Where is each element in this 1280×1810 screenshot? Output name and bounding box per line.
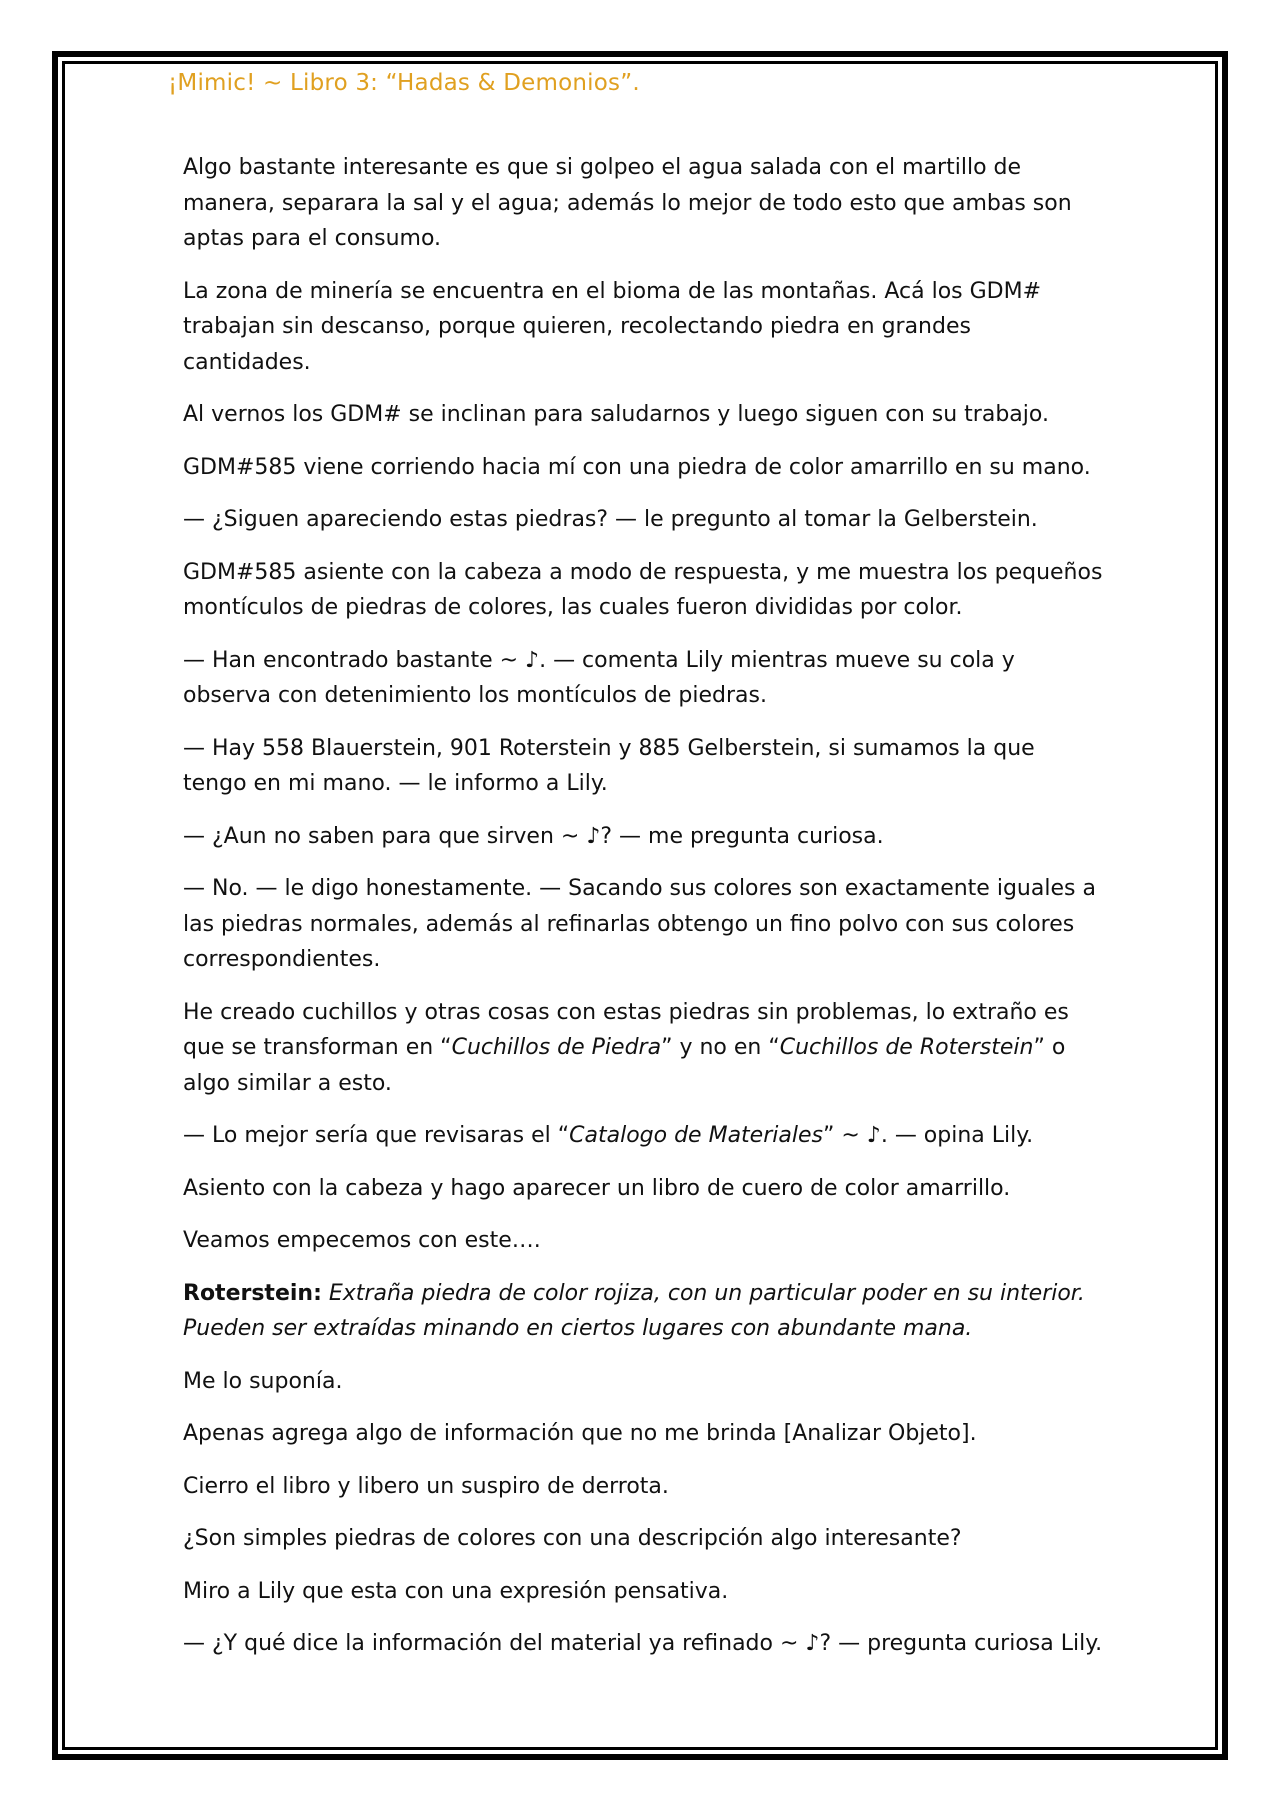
text-run: ” y no en “ (661, 1035, 780, 1060)
paragraph: GDM#585 asiente con la cabeza a modo de respuesta, y me muestra los pequeños montículos de piedras de colores, las cuales fueron divididas por color. (183, 559, 1103, 620)
text-run: He creado cuchillos y otras cosas con estas piedras sin problemas, lo extraño es que se transforman en “ (183, 999, 1069, 1060)
paragraph: Cierro el libro y libero un suspiro de derrota. (183, 1473, 669, 1499)
paragraph: Al vernos los GDM# se inclinan para saludarnos y luego siguen con su trabajo. (183, 402, 1049, 427)
dialogue-line-catalog (183, 1118, 1103, 1154)
definition-term: Roterstein: (183, 1280, 322, 1306)
dialogue-line: — ¿Aun no saben para que sirven ~ ♪? — me pregunta curiosa. (183, 823, 884, 849)
text-run: ” o algo similar a esto. (183, 1035, 1066, 1096)
text-run: — Lo mejor sería que revisaras el “ (183, 1123, 570, 1148)
dialogue-line: — ¿Siguen apareciendo estas piedras? — le pregunto al tomar la Gelberstein. (183, 507, 1038, 532)
paragraph: GDM#585 viene corriendo hacia mí con una piedra de color amarrillo en su mano. (183, 454, 1091, 480)
definition-text: Extraña piedra de color rojiza, con un particular poder en su interior. Pueden ser extraídas minando en ciertos lugares con abundante mana. (183, 1280, 1085, 1341)
dialogue-line: — No. — le digo honestamente. — Sacando sus colores son exactamente iguales a las piedras normales, además al refinarlas obtengo un fino polvo con sus colores correspondientes. (183, 876, 1096, 972)
catalog-definition (183, 1276, 1103, 1347)
italic-term: Cuchillos de Piedra (451, 1035, 662, 1060)
dialogue-line: — Han encontrado bastante ~ ♪. — comenta Lily mientras mueve su cola y observa con detenimiento los montículos de piedras. (183, 647, 1015, 708)
dialogue-line: — ¿Y qué dice la información del material ya refinado ~ ♪? — pregunta curiosa Lily. (183, 1631, 1103, 1656)
paragraph: Asiento con la cabeza y hago aparecer un libro de cuero de color amarrillo. (183, 1175, 1011, 1201)
page-body (183, 150, 1103, 1679)
dialogue-line: — Hay 558 Blauerstein, 901 Roterstein y 885 Gelberstein, si sumamos la que tengo en mi mano. — le informo a Lily. (183, 735, 1035, 796)
paragraph: Apenas agrega algo de información que no me brinda [Analizar Objeto]. (183, 1421, 977, 1446)
paragraph: Veamos empecemos con este…. (183, 1228, 541, 1253)
paragraph: La zona de minería se encuentra en el bioma de las montañas. Acá los GDM# trabajan sin descanso, porque quieren, recolectando piedra en grandes cantidades. (183, 278, 1042, 375)
running-header: ¡Mimic! ~ Libro 3: “Hadas & Demonios”. (168, 70, 640, 96)
paragraph-knives (183, 995, 1103, 1102)
italic-term: Catalogo de Materiales (569, 1123, 823, 1148)
text-run: ” ~ ♪. — opina Lily. (822, 1123, 1034, 1148)
paragraph: Miro a Lily que esta con una expresión pensativa. (183, 1578, 729, 1604)
paragraph: ¿Son simples piedras de colores con una descripción algo interesante? (183, 1526, 962, 1551)
paragraph: Algo bastante interesante es que si golpeo el agua salada con el martillo de manera, separara la sal y el agua; además lo mejor de todo esto que ambas son aptas para el consumo. (183, 155, 1072, 251)
paragraph: Me lo suponía. (183, 1368, 343, 1394)
italic-term: Cuchillos de Roterstein (779, 1035, 1034, 1060)
